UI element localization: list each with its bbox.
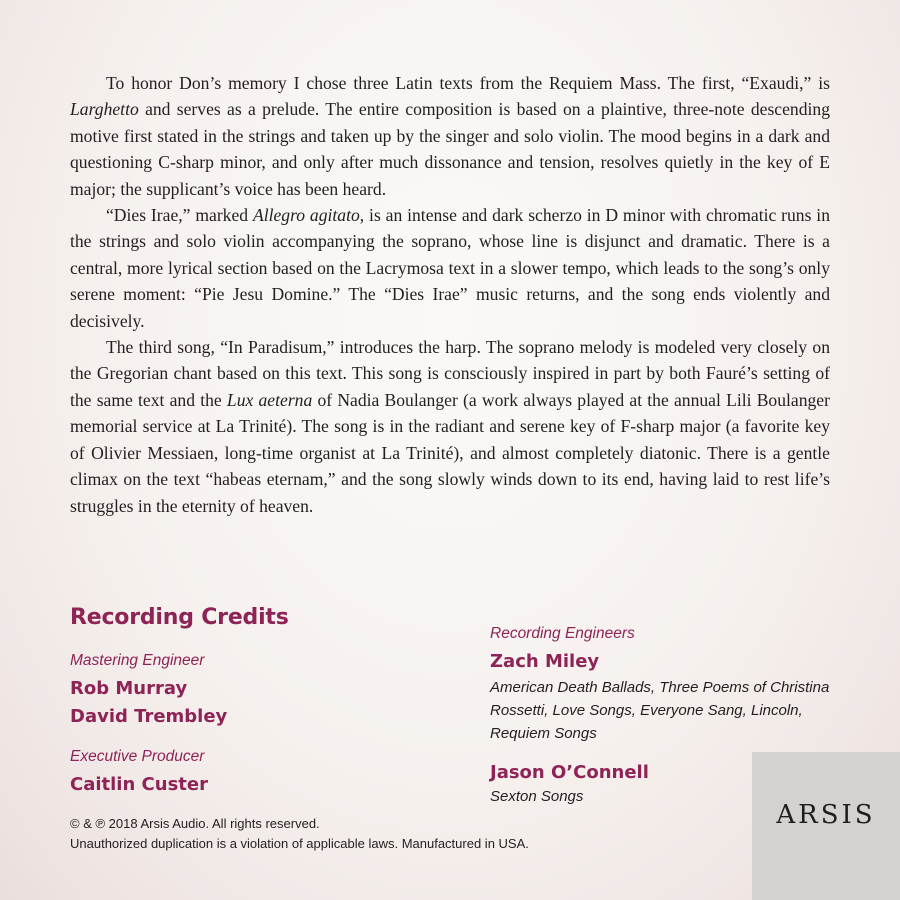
tempo-marking: Allegro agitato (252, 205, 360, 226)
recording-engineer-works: American Death Ballads, Three Poems of Christina Rossetti, Love Songs, Everyone Sang, Lincoln, Requiem Songs (490, 679, 830, 742)
essay-paragraph-1: To honor Don’s memory I chose three Latin texts from the Requiem Mass. The first, “Exaudi,” is Larghetto and serves as a prelude. The entire composition is based on a plaintive, three-note descending motive first stated in the strings and taken up by the singer and solo violin. The mood begins in a dark and questioning C-sharp minor, and only after much dissonance and tension, resolves quietly in the key of E major; the supplicant’s voice has been heard. (70, 73, 830, 199)
recording-engineer-works: Sexton Songs (490, 788, 584, 805)
legal-notice (70, 814, 529, 854)
recording-engineer-name: Zach Miley (490, 651, 600, 672)
logo-wordmark: ARSIS (776, 800, 876, 830)
essay-paragraph-2: “Dies Irae,” marked Allegro agitato, is an intense and dark scherzo in D minor with chromatic runs in the strings and solo violin accompanying the soprano, whose line is disjunct and dramatic. There is a central, more lyrical section based on the Lacrymosa text in a slower tempo, which leads to the song’s only serene moment: “Pie Jesu Domine.” The “Dies Irae” music returns, and the song ends violently and decisively. (70, 205, 830, 331)
essay-paragraph-3: The third song, “In Paradisum,” introduces the harp. The soprano melody is modeled very closely on the Gregorian chant based on this text. This song is consciously inspired in part by both Fauré’s setting of the same text and the Lux aeterna of Nadia Boulanger (a work always played at the annual Lili Boulanger memorial service at La Trinité). The song is in the radiant and serene key of F-sharp major (a favorite key of Olivier Messiaen, long-time organist at La Trinité), and almost completely diatonic. There is a gentle climax on the text “habeas eternam,” and the song slowly winds down to its end, having laid to rest life’s struggles in the eternity of heaven. (70, 337, 830, 516)
arsis-logo (752, 752, 900, 900)
executive-producer-name: Caitlin Custer (70, 774, 208, 795)
copyright-line: © & ℗ 2018 Arsis Audio. All rights reserved. (70, 816, 320, 831)
mastering-engineer-name: Rob Murray (70, 678, 188, 699)
mastering-engineer-name: David Trembley (70, 706, 228, 727)
mastering-engineer-role: Mastering Engineer (70, 652, 205, 669)
work-title: Lux aeterna (226, 389, 313, 410)
recording-engineer-name: Jason O’Connell (490, 762, 649, 783)
credits-heading: Recording Credits (70, 605, 289, 630)
recording-engineers-role: Recording Engineers (490, 625, 635, 642)
executive-producer-role: Executive Producer (70, 748, 205, 765)
duplication-notice: Unauthorized duplication is a violation of applicable laws. Manufactured in USA. (70, 836, 529, 851)
liner-notes-essay (70, 70, 830, 519)
tempo-marking: Larghetto (70, 99, 139, 120)
